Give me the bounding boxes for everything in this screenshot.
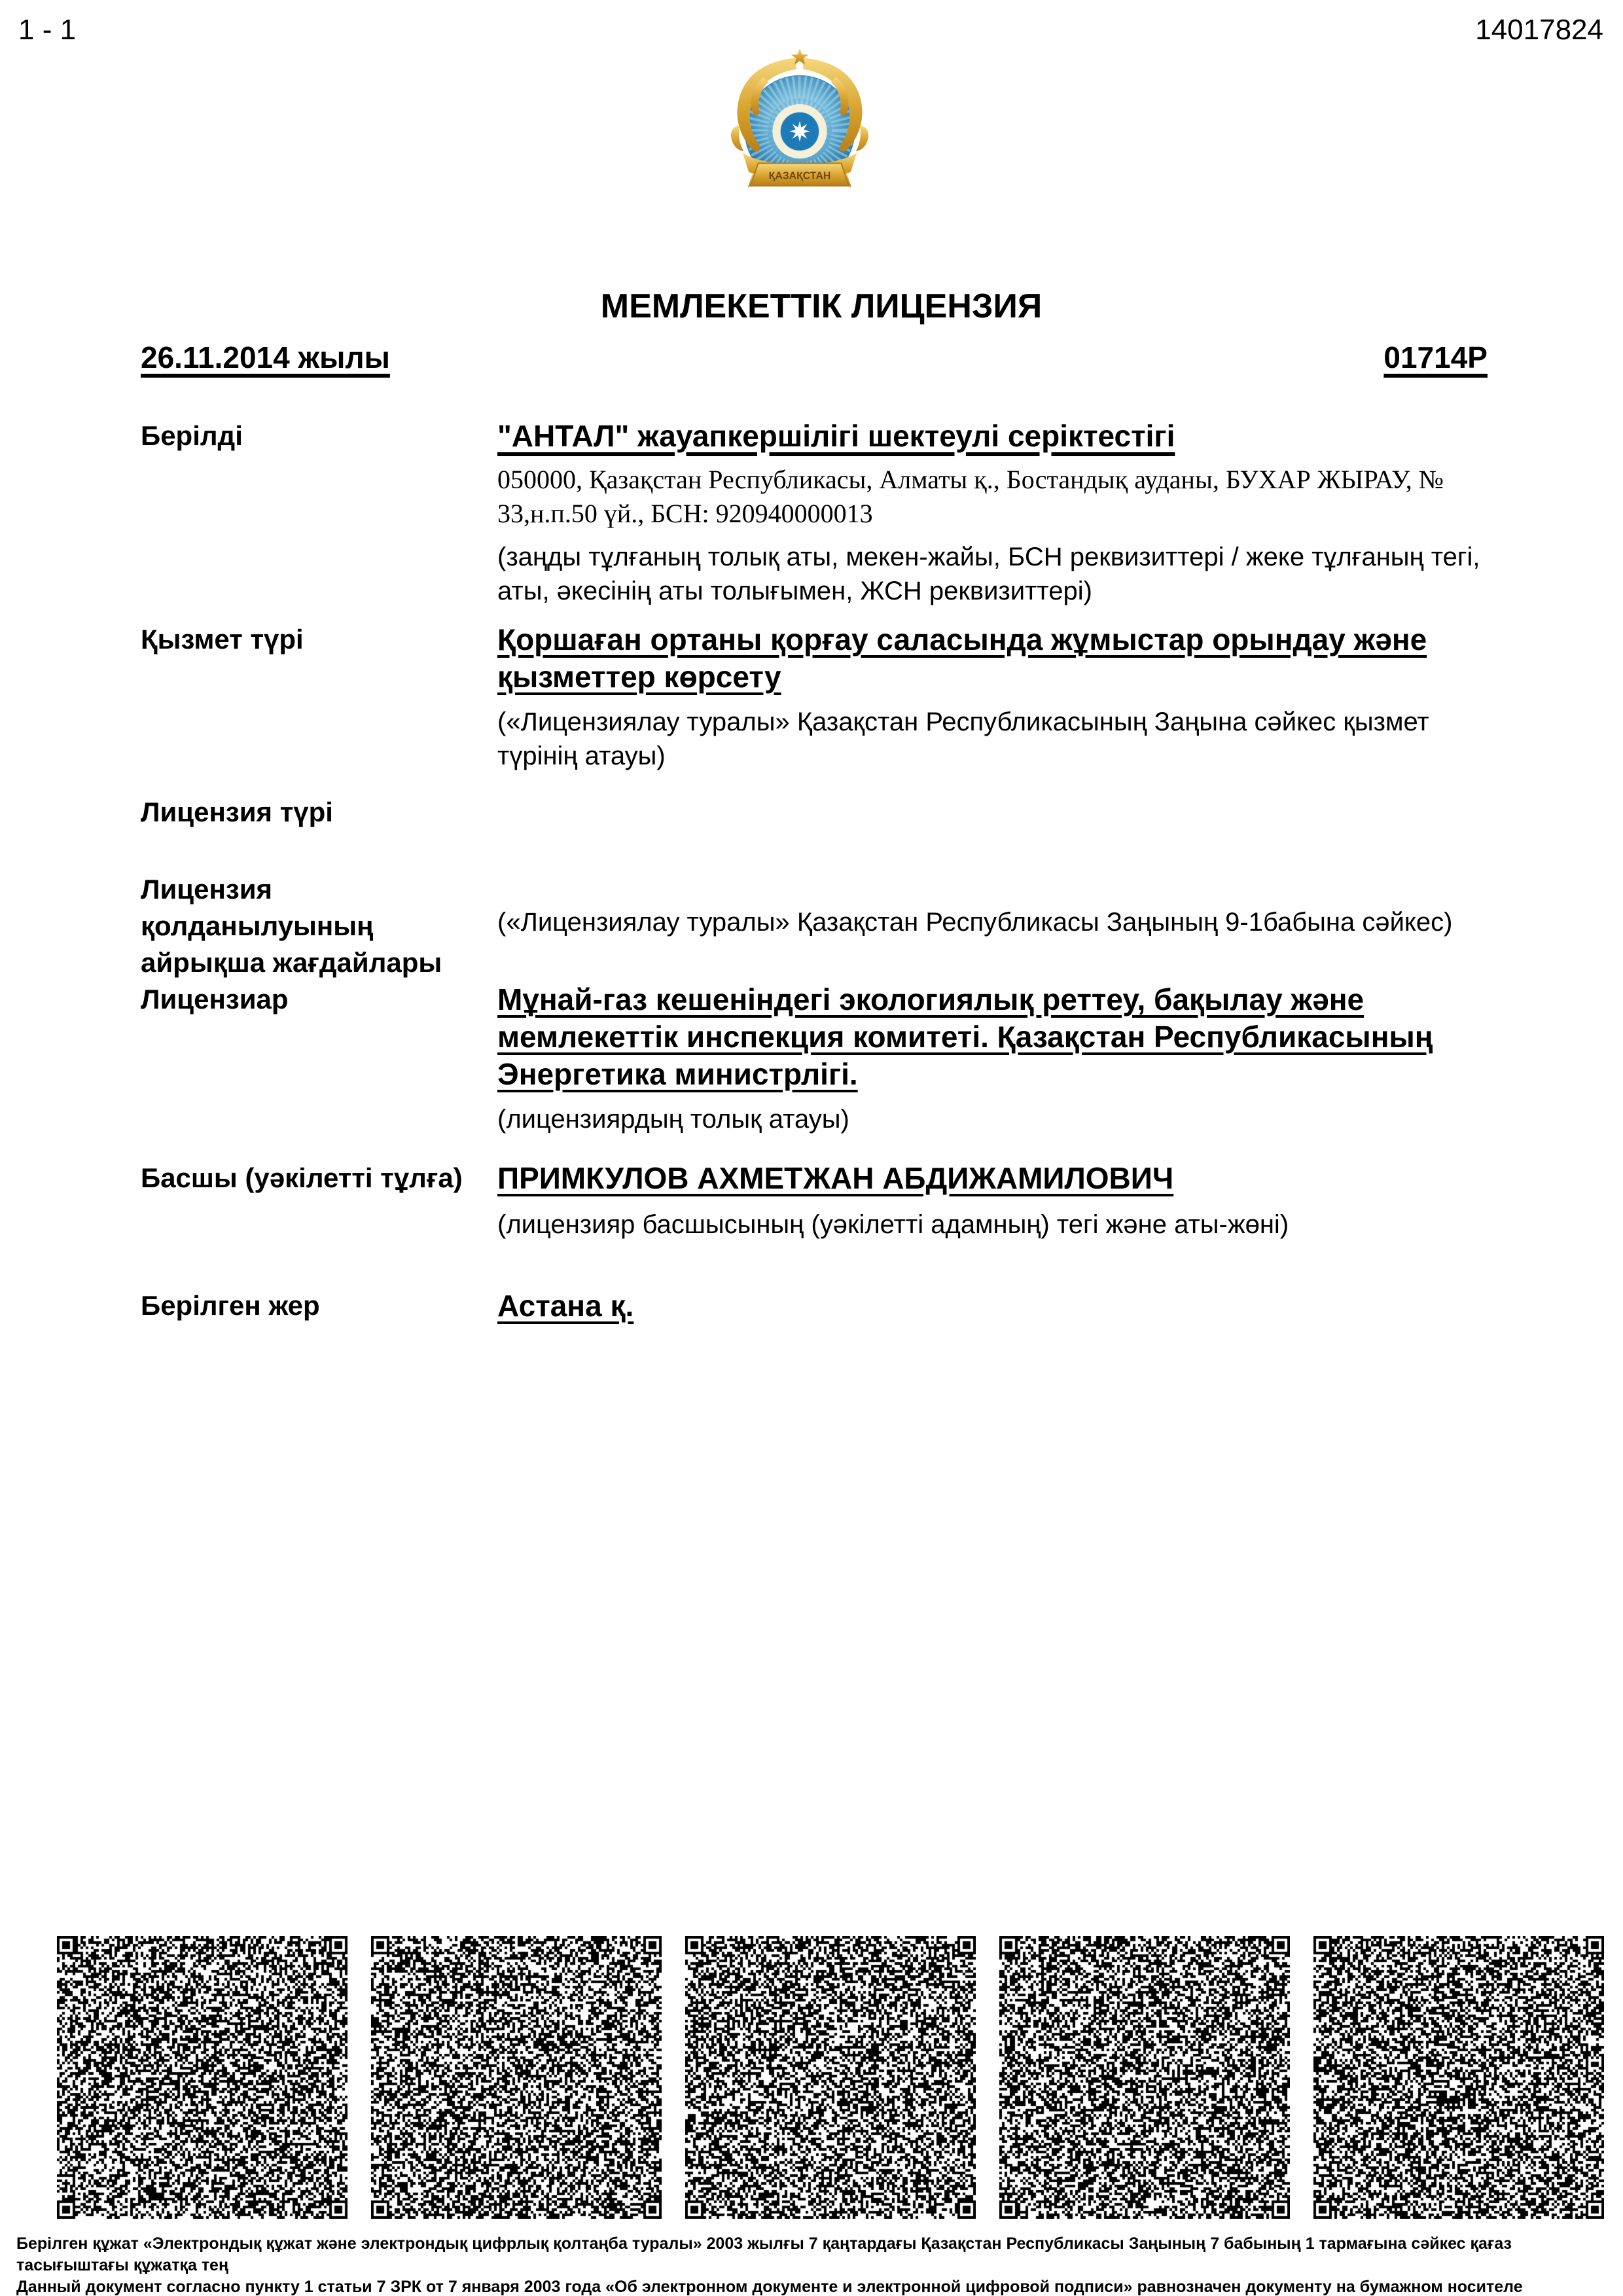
- special-conditions-note: («Лицензиялау туралы» Қазақстан Республикасы Заңының 9-1бабына сәйкес): [497, 908, 1453, 937]
- barcode-row: [57, 1936, 1604, 2219]
- special-conditions-label: Лицензия қолданылуының айрықша жағдайлары: [141, 874, 442, 978]
- licensor-cell: [497, 981, 1502, 1136]
- recipient-value: "АНТАЛ" жауапкершілігі шектеулі серіктестігі: [497, 419, 1175, 453]
- row-activity-type: [141, 621, 1502, 773]
- issue-date: 26.11.2014 жылы: [141, 340, 390, 374]
- footer-line-kazakh: Берілген құжат «Электрондық құжат және электрондық цифрлық қолтаңба туралы» 2003 жылғы 7 қаңтардағы Қазақстан Республикасы Заңының 7 бабының 1 тармағына сәйкес қағаз тасығыштағы құжатқа тең: [16, 2234, 1512, 2274]
- head-person-note: (лицензияр басшысының (уәкілетті адамның) тегі және аты-жөні): [497, 1210, 1289, 1239]
- activity-type-cell: [497, 621, 1502, 773]
- row-issue-place: [141, 1287, 1502, 1325]
- row-licensor: [141, 981, 1502, 1136]
- licensor-label: Лицензиар: [141, 984, 289, 1014]
- page-counter: 1 - 1: [18, 14, 77, 46]
- legal-footer: [16, 2233, 1607, 2296]
- recipient-note: (заңды тұлғаның толық аты, мекен-жайы, БСН реквизиттері / жеке тұлғаның тегі, аты, әкесінің аты толығымен, ЖСН реквизиттері): [497, 543, 1480, 605]
- special-conditions-cell: [497, 871, 1502, 939]
- row-license-type: [141, 794, 1502, 831]
- footer-line-russian: Данный документ согласно пункту 1 статьи 7 ЗРК от 7 января 2003 года «Об электронном документе и электронной цифровой подписи» равнозначен документу на бумажном носителе: [16, 2278, 1523, 2296]
- kazakhstan-emblem-icon: [713, 46, 886, 219]
- qr-barcode: [999, 1936, 1290, 2219]
- qr-barcode: [371, 1936, 662, 2219]
- recipient-address: 050000, Қазақстан Республикасы, Алматы қ., Бостандық ауданы, БУХАР ЖЫРАУ, № 33,н.п.50 үй., БСН: 920940000013: [497, 465, 1444, 528]
- row-recipient: [141, 418, 1502, 608]
- recipient-label: Берілді: [141, 420, 243, 451]
- row-special-conditions: [141, 871, 1502, 981]
- license-type-label: Лицензия түрі: [141, 797, 333, 827]
- head-person-value: ПРИМКУЛОВ АХМЕТЖАН АБДИЖАМИЛОВИЧ: [497, 1161, 1174, 1195]
- document-title: МЕМЛЕКЕТТІК ЛИЦЕНЗИЯ: [600, 287, 1043, 325]
- license-number: 01714P: [1383, 340, 1488, 374]
- issue-place-label: Берілген жер: [141, 1290, 320, 1321]
- head-person-cell: [497, 1160, 1502, 1242]
- date-number-row: [141, 339, 1502, 376]
- activity-type-note: («Лицензиялау туралы» Қазақстан Республикасының Заңына сәйкес қызмет түрінің атауы): [497, 708, 1429, 770]
- row-head-person: [141, 1160, 1502, 1242]
- recipient-cell: [497, 418, 1502, 608]
- issue-place-value: Астана қ.: [497, 1289, 634, 1323]
- qr-barcode: [1313, 1936, 1604, 2219]
- activity-type-label: Қызмет түрі: [141, 624, 304, 655]
- qr-barcode: [57, 1936, 348, 2219]
- licensor-note: (лицензиярдың толық атауы): [497, 1105, 849, 1134]
- emblem-banner-text: ҚАЗАҚСТАН: [768, 170, 831, 182]
- document-number: 14017824: [1475, 14, 1603, 46]
- document-body: [141, 287, 1502, 1325]
- qr-barcode: [685, 1936, 976, 2219]
- issue-place-cell: [497, 1287, 1502, 1325]
- head-person-label: Басшы (уәкілетті тұлға): [141, 1162, 463, 1193]
- licensor-value: Мұнай-газ кешеніндегі экологиялық реттеу, бақылау және мемлекеттік инспекция комитеті. Қазақстан Республикасының Энергетика министрлігі.: [497, 982, 1433, 1091]
- activity-type-value: Қоршаған ортаны қорғау саласында жұмыстар орындау және қызметтер көрсету: [497, 622, 1427, 694]
